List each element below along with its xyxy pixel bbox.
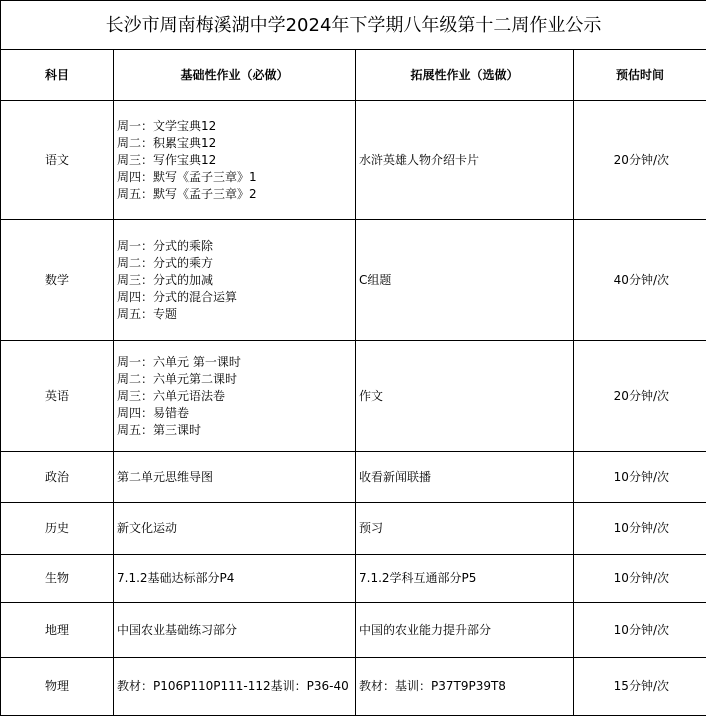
extended-homework-cell: 水浒英雄人物介绍卡片	[356, 101, 574, 220]
subject-cell: 语文	[1, 101, 114, 220]
basic-homework-line: 周三：分式的加减	[117, 272, 355, 289]
basic-homework-line: 周四：分式的混合运算	[117, 289, 355, 306]
header-row	[1, 50, 706, 101]
table-row	[1, 452, 706, 503]
basic-homework-cell	[114, 503, 356, 555]
basic-homework-line: 周二：六单元第二课时	[117, 371, 355, 388]
time-cell: 10分钟/次	[574, 452, 706, 503]
basic-homework-line: 周五：专题	[117, 306, 355, 323]
basic-homework-line: 周一：六单元 第一课时	[117, 354, 355, 371]
time-cell: 20分钟/次	[574, 341, 706, 452]
basic-homework-cell	[114, 220, 356, 341]
basic-homework-line: 周二：积累宝典12	[117, 135, 355, 152]
table-row	[1, 101, 706, 220]
extended-homework-cell: 作文	[356, 341, 574, 452]
table-row	[1, 658, 706, 716]
basic-homework-line: 周四：易错卷	[117, 405, 355, 422]
header-time: 预估时间	[574, 50, 706, 101]
basic-homework-cell	[114, 555, 356, 603]
header-basic: 基础性作业（必做）	[114, 50, 356, 101]
basic-homework-line: 周四：默写《孟子三章》1	[117, 169, 355, 186]
subject-cell: 数学	[1, 220, 114, 341]
basic-homework-line: 周三：六单元语法卷	[117, 388, 355, 405]
time-cell: 40分钟/次	[574, 220, 706, 341]
basic-homework-line: 新文化运动	[117, 520, 355, 537]
table-row	[1, 555, 706, 603]
basic-homework-line: 第二单元思维导图	[117, 469, 355, 486]
table-row	[1, 341, 706, 452]
basic-homework-line: 周五：第三课时	[117, 422, 355, 439]
subject-cell: 英语	[1, 341, 114, 452]
subject-cell: 历史	[1, 503, 114, 555]
basic-homework-line: 教材：P106P110P111-112基训：P36-40	[117, 678, 355, 695]
basic-homework-cell	[114, 452, 356, 503]
basic-homework-line: 周二：分式的乘方	[117, 255, 355, 272]
time-cell: 10分钟/次	[574, 603, 706, 658]
table-row	[1, 603, 706, 658]
extended-homework-cell: 中国的农业能力提升部分	[356, 603, 574, 658]
subject-cell: 物理	[1, 658, 114, 716]
time-cell: 20分钟/次	[574, 101, 706, 220]
table-row	[1, 503, 706, 555]
time-cell: 15分钟/次	[574, 658, 706, 716]
header-extended: 拓展性作业（选做）	[356, 50, 574, 101]
extended-homework-cell: C组题	[356, 220, 574, 341]
time-cell: 10分钟/次	[574, 503, 706, 555]
basic-homework-cell	[114, 658, 356, 716]
extended-homework-cell: 7.1.2学科互通部分P5	[356, 555, 574, 603]
subject-cell: 政治	[1, 452, 114, 503]
subject-cell: 生物	[1, 555, 114, 603]
basic-homework-cell	[114, 603, 356, 658]
extended-homework-cell: 预习	[356, 503, 574, 555]
basic-homework-line: 中国农业基础练习部分	[117, 622, 355, 639]
extended-homework-cell: 收看新闻联播	[356, 452, 574, 503]
subject-cell: 地理	[1, 603, 114, 658]
basic-homework-line: 周五：默写《孟子三章》2	[117, 186, 355, 203]
basic-homework-cell	[114, 341, 356, 452]
table-body	[1, 101, 706, 716]
table-row	[1, 220, 706, 341]
time-cell: 10分钟/次	[574, 555, 706, 603]
basic-homework-line: 周一：文学宝典12	[117, 118, 355, 135]
basic-homework-line: 周一：分式的乘除	[117, 238, 355, 255]
basic-homework-line: 周三：写作宝典12	[117, 152, 355, 169]
basic-homework-cell	[114, 101, 356, 220]
extended-homework-cell: 教材：基训：P37T9P39T8	[356, 658, 574, 716]
header-subject: 科目	[1, 50, 114, 101]
basic-homework-line: 7.1.2基础达标部分P4	[117, 570, 355, 587]
page-title: 长沙市周南梅溪湖中学2024年下学期八年级第十二周作业公示	[1, 1, 706, 50]
